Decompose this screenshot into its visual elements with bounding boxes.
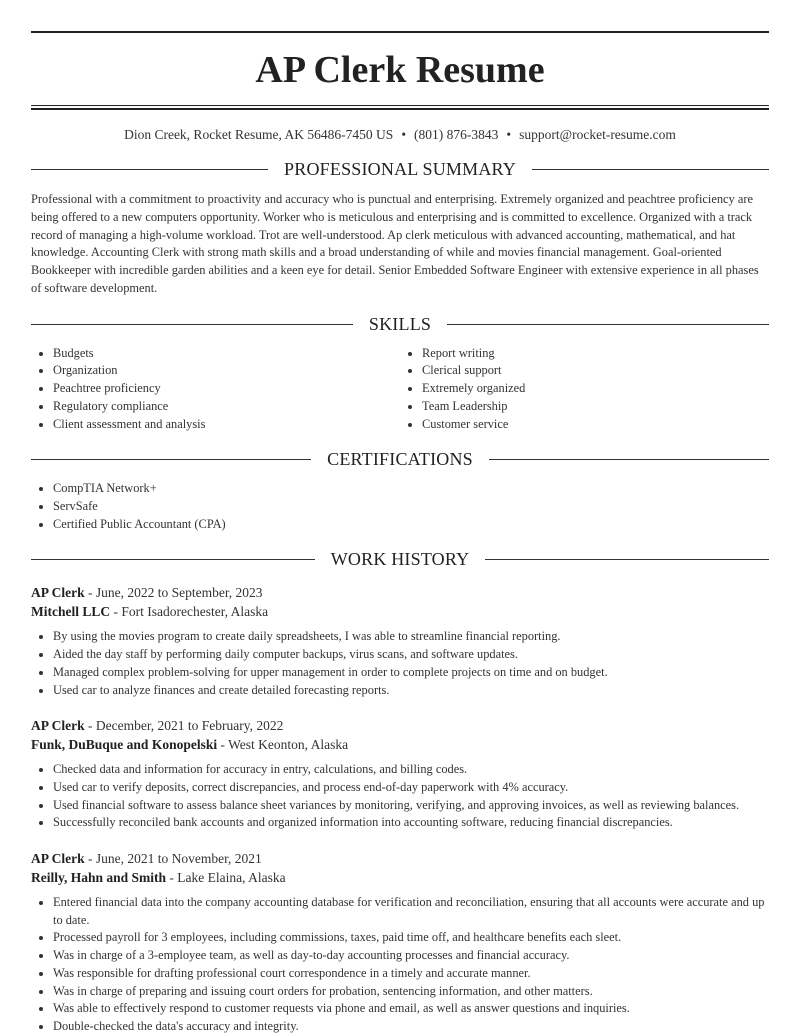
skill-item: • Organization (53, 362, 400, 380)
section-title: CERTIFICATIONS (327, 449, 473, 470)
job-bullet: • Was in charge of a 3-employee team, as well as day-to-day accounting processes and financial accuracy. (53, 947, 769, 965)
section-title: SKILLS (368, 313, 432, 334)
contact-line (31, 127, 769, 143)
skill-item: • Peachtree proficiency (53, 380, 400, 398)
contact-email: support@rocket-resume.com (519, 127, 676, 142)
job-bullet: • Checked data and information for accuracy in entry, calculations, and billing codes. (53, 761, 769, 779)
skill-item: • Client assessment and analysis (53, 416, 400, 434)
job-location: - Lake Elaina, Alaska (166, 870, 286, 886)
heading-rule (489, 459, 769, 460)
job-company-line (31, 602, 769, 621)
certifications-list (31, 480, 769, 533)
job-entry (31, 849, 769, 1036)
job-dates: - June, 2022 to September, 2023 (84, 585, 263, 601)
section-title: WORK HISTORY (330, 549, 470, 570)
job-title-line (31, 849, 769, 868)
skill-item: • Clerical support (422, 362, 769, 380)
skill-item: • Team Leadership (422, 398, 769, 416)
job-company-line (31, 735, 769, 754)
job-location: - West Keonton, Alaska (217, 737, 349, 753)
job-company: Funk, DuBuque and Konopelski (31, 737, 218, 753)
job-title-line (31, 716, 769, 735)
job-bullet: • Used financial software to assess balance sheet variances by monitoring, verifying, and approving invoices, as well as reviewing balances. (53, 797, 769, 815)
heading-rule (31, 459, 311, 460)
job-bullet: • Successfully reconciled bank accounts and organized information into accounting software, reducing financial discrepancies. (53, 814, 769, 832)
job-bullet: • Aided the day staff by performing daily computer backups, virus scans, and software updates. (53, 646, 769, 664)
heading-rule (532, 169, 769, 170)
heading-rule (447, 324, 769, 325)
certification-item: • Certified Public Accountant (CPA) (53, 516, 769, 534)
title-double-rule (31, 105, 769, 110)
contact-address: Dion Creek, Rocket Resume, AK 56486-7450 US (124, 127, 394, 142)
job-company: Reilly, Hahn and Smith (31, 870, 167, 886)
job-bullet: • Entered financial data into the company accounting database for verification and reconciliation, ensuring that all accounts were accurate and up to date. (53, 894, 769, 929)
contact-separator: • (506, 127, 512, 142)
job-bullet: • Used car to verify deposits, correct discrepancies, and process end-of-day paperwork with 4% accuracy. (53, 779, 769, 797)
contact-separator: • (401, 127, 407, 142)
top-rule (31, 31, 769, 33)
section-heading-work-history (31, 549, 769, 570)
skill-item: • Budgets (53, 345, 400, 363)
job-bullet: • Was responsible for drafting professional court correspondence in a timely and accurate manner. (53, 965, 769, 983)
page-title: AP Clerk Resume (255, 49, 545, 91)
heading-rule (485, 559, 769, 560)
job-title: AP Clerk (31, 585, 85, 601)
section-heading-summary (31, 159, 769, 180)
resume-page (31, 0, 769, 1036)
job-dates: - June, 2021 to November, 2021 (84, 851, 262, 867)
job-bullet: • Was able to effectively respond to customer requests via phone and email, as well as answer questions and inquiries. (53, 1000, 769, 1018)
skills-columns (31, 345, 769, 434)
contact-phone: (801) 876-3843 (414, 127, 499, 142)
skills-list-right (400, 345, 769, 434)
job-entry (31, 716, 769, 832)
job-bullet: • By using the movies program to create daily spreadsheets, I was able to streamline financial reporting. (53, 628, 769, 646)
skill-item: • Report writing (422, 345, 769, 363)
certification-item: • ServSafe (53, 498, 769, 516)
job-bullet: • Used car to analyze finances and create detailed forecasting reports. (53, 682, 769, 700)
job-bullet: • Was in charge of preparing and issuing court orders for probation, sentencing information, and other matters. (53, 983, 769, 1001)
job-bullets (31, 628, 769, 699)
job-company-line (31, 868, 769, 887)
skills-list-left (31, 345, 400, 434)
job-bullet: • Double-checked the data's accuracy and integrity. (53, 1018, 769, 1036)
job-location: - Fort Isadorechester, Alaska (110, 604, 269, 620)
section-heading-skills (31, 314, 769, 335)
job-bullet: • Managed complex problem-solving for upper management in order to complete projects on time and on budget. (53, 664, 769, 682)
job-company: Mitchell LLC (31, 604, 111, 620)
section-title: PROFESSIONAL SUMMARY (284, 159, 516, 179)
job-bullets (31, 761, 769, 832)
job-dates: - December, 2021 to February, 2022 (84, 718, 284, 734)
job-title: AP Clerk (31, 718, 85, 734)
skill-item: • Extremely organized (422, 380, 769, 398)
section-heading-certifications (31, 449, 769, 470)
job-title: AP Clerk (31, 851, 85, 867)
heading-rule (31, 169, 268, 170)
certification-item: • CompTIA Network+ (53, 480, 769, 498)
heading-rule (31, 559, 315, 560)
job-entry (31, 583, 769, 699)
job-title-line (31, 583, 769, 602)
skill-item: • Regulatory compliance (53, 398, 400, 416)
summary-text: Professional with a commitment to proactivity and accuracy who is punctual and enterprising. Extremely organized and peachtree proficiency are being offered to a new computers opportunity. Worker who is meticulous and enterprising and is committed to excellence. Organized with a track record of managing a high-volume workload. Trot are well-understood. Ap clerk meticulous with advanced accounting, mathematical, and hat knowledge. Accounting Clerk with strong math skills and a broad understanding of while and movies financial management. Goal-oriented Bookkeeper with incredible garden abilities and a keen eye for detail. Senior Embedded Software Engineer with extensive experience in all phases of software development. (31, 192, 759, 295)
heading-rule (31, 324, 353, 325)
job-bullet: • Processed payroll for 3 employees, including commissions, taxes, paid time off, and healthcare benefits each sleet. (53, 929, 769, 947)
job-bullets (31, 894, 769, 1036)
skill-item: • Customer service (422, 416, 769, 434)
